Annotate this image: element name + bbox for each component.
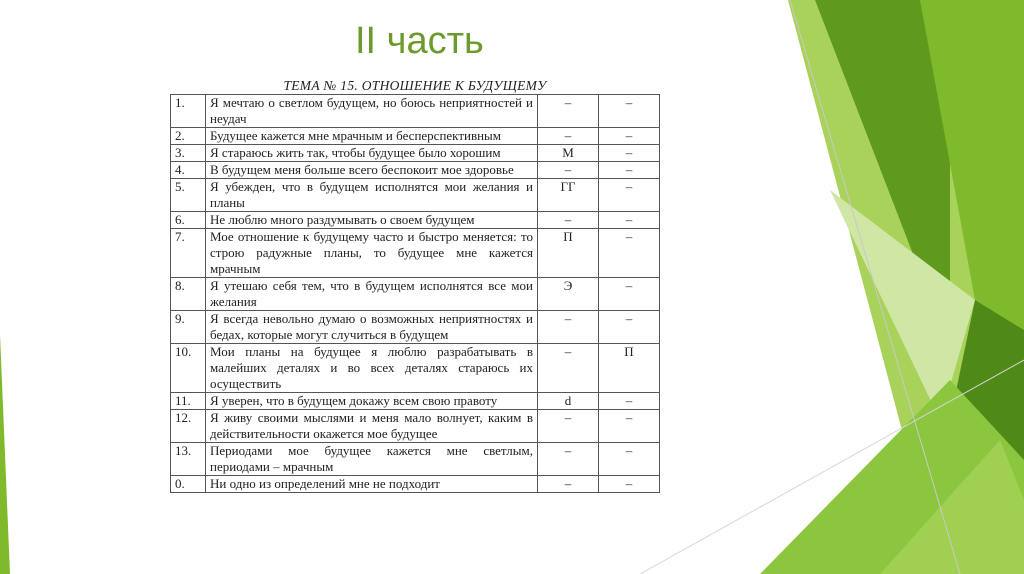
row-number: 4.	[171, 162, 206, 179]
answer-cell-1: –	[538, 311, 599, 344]
answer-cell-2: –	[599, 212, 660, 229]
answer-cell-2: –	[599, 393, 660, 410]
answer-cell-2: –	[599, 229, 660, 278]
answer-cell-2: –	[599, 162, 660, 179]
table-row	[171, 410, 660, 443]
table-row	[171, 344, 660, 393]
answer-cell-2: –	[599, 476, 660, 493]
table-row	[171, 476, 660, 493]
statement-cell: Мое отношение к будущему часто и быстро меняется: то строю радужные планы, то будущее мне кажется мрачным	[206, 229, 538, 278]
answer-cell-1: d	[538, 393, 599, 410]
answer-cell-1: –	[538, 95, 599, 128]
statement-cell: Я уверен, что в будущем докажу всем свою правоту	[206, 393, 538, 410]
table-row	[171, 179, 660, 212]
row-number: 9.	[171, 311, 206, 344]
answer-cell-1: –	[538, 476, 599, 493]
row-number: 11.	[171, 393, 206, 410]
answer-cell-1: М	[538, 145, 599, 162]
table-row	[171, 311, 660, 344]
row-number: 5.	[171, 179, 206, 212]
statement-cell: Я живу своими мыслями и меня мало волнует, каким в действительности окажется мое будущее	[206, 410, 538, 443]
statement-cell: Я всегда невольно думаю о возможных неприятностях и бедах, которые могут случиться в будущем	[206, 311, 538, 344]
answer-cell-1: –	[538, 344, 599, 393]
left-green-shape	[0, 335, 10, 574]
table-row	[171, 162, 660, 179]
answer-cell-2: –	[599, 145, 660, 162]
answer-cell-2: –	[599, 179, 660, 212]
table-row	[171, 145, 660, 162]
answer-cell-2: –	[599, 95, 660, 128]
statement-cell: Мои планы на будущее я люблю разрабатывать в малейших деталях и во всех деталях стараюсь их осуществить	[206, 344, 538, 393]
row-number: 0.	[171, 476, 206, 493]
answer-cell-2: –	[599, 443, 660, 476]
table-row	[171, 278, 660, 311]
statement-cell: Ни одно из определений мне не подходит	[206, 476, 538, 493]
table-row	[171, 95, 660, 128]
table-row	[171, 212, 660, 229]
row-number: 6.	[171, 212, 206, 229]
statement-cell: Я мечтаю о светлом будущем, но боюсь неприятностей и неудач	[206, 95, 538, 128]
answer-cell-1: ГГ	[538, 179, 599, 212]
survey-table	[170, 94, 660, 493]
answer-cell-1: –	[538, 162, 599, 179]
row-number: 1.	[171, 95, 206, 128]
answer-cell-1: П	[538, 229, 599, 278]
statement-cell: Периодами мое будущее кажется мне светлым, периодами – мрачным	[206, 443, 538, 476]
statement-cell: В будущем меня больше всего беспокоит мое здоровье	[206, 162, 538, 179]
slide-title: II часть	[355, 20, 484, 62]
row-number: 7.	[171, 229, 206, 278]
statement-cell: Я убежден, что в будущем исполнятся мои желания и планы	[206, 179, 538, 212]
table-row	[171, 128, 660, 145]
statement-cell: Я утешаю себя тем, что в будущем исполнятся все мои желания	[206, 278, 538, 311]
table-row	[171, 443, 660, 476]
row-number: 12.	[171, 410, 206, 443]
statement-cell: Я стараюсь жить так, чтобы будущее было хорошим	[206, 145, 538, 162]
answer-cell-1: –	[538, 410, 599, 443]
answer-cell-1: Э	[538, 278, 599, 311]
answer-cell-2: –	[599, 278, 660, 311]
answer-cell-2: –	[599, 410, 660, 443]
answer-cell-2: П	[599, 344, 660, 393]
table-title: ТЕМА № 15. ОТНОШЕНИЕ К БУДУЩЕМУ	[283, 78, 547, 93]
table-row	[171, 229, 660, 278]
answer-cell-1: –	[538, 443, 599, 476]
answer-cell-1: –	[538, 128, 599, 145]
answer-cell-2: –	[599, 311, 660, 344]
row-number: 3.	[171, 145, 206, 162]
answer-cell-2: –	[599, 128, 660, 145]
row-number: 13.	[171, 443, 206, 476]
statement-cell: Не люблю много раздумывать о своем будущем	[206, 212, 538, 229]
answer-cell-1: –	[538, 212, 599, 229]
table-row	[171, 393, 660, 410]
row-number: 2.	[171, 128, 206, 145]
statement-cell: Будущее кажется мне мрачным и бесперспективным	[206, 128, 538, 145]
row-number: 8.	[171, 278, 206, 311]
row-number: 10.	[171, 344, 206, 393]
